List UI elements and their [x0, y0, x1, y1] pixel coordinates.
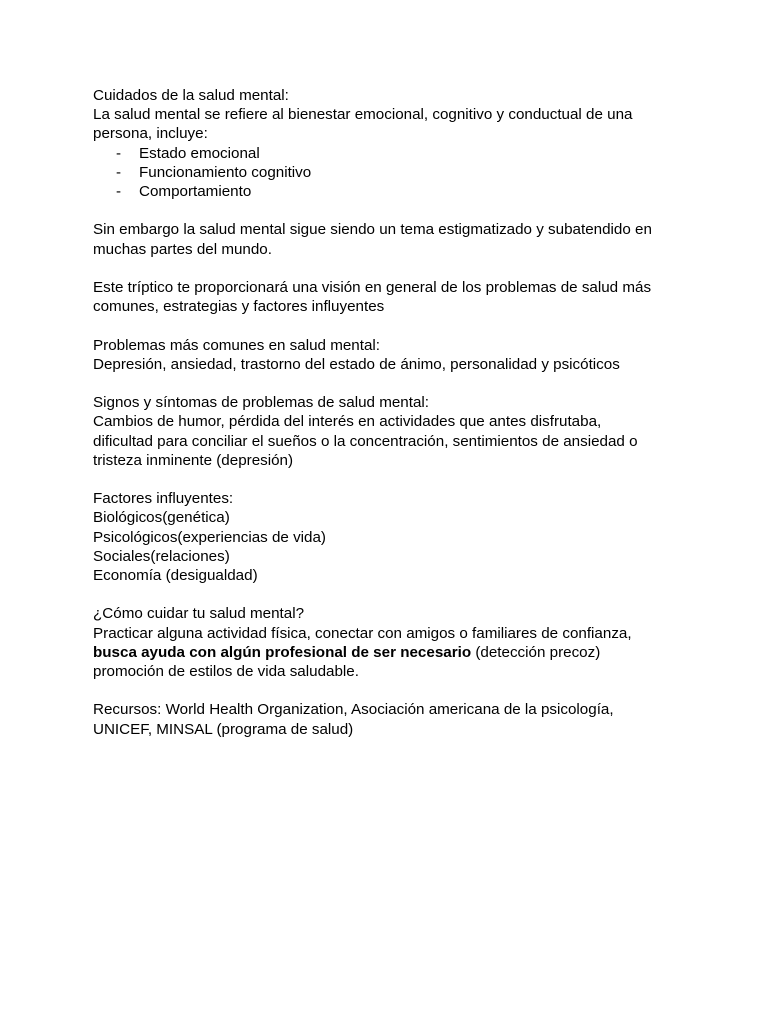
- stigma-paragraph: [93, 220, 693, 258]
- list-item-label: Comportamiento: [139, 183, 252, 201]
- intro-heading: Cuidados de la salud mental:: [93, 87, 289, 104]
- list-item-label: Funcionamiento cognitivo: [139, 163, 312, 181]
- care-bold-text: busca ayuda con algún profesional de ser necesario: [93, 643, 472, 661]
- care-line-2: [93, 643, 693, 662]
- factor-item: Economía (desigualdad): [93, 567, 258, 584]
- signs-line-2: dificultad para conciliar el sueños o la concentración, sentimientos de ansiedad o: [93, 432, 638, 450]
- care-heading: ¿Cómo cuidar tu salud mental?: [93, 605, 305, 623]
- factor-item: Sociales(relaciones): [93, 547, 230, 565]
- paragraph-gap: [93, 201, 693, 220]
- common-problems-heading: Problemas más comunes en salud mental:: [93, 336, 381, 354]
- dash-marker: -: [116, 163, 122, 181]
- factors-heading: Factores influyentes:: [93, 490, 234, 508]
- intro-section: [93, 86, 693, 201]
- purpose-paragraph: [93, 278, 693, 316]
- signs-line-1: Cambios de humor, pérdida del interés en actividades que antes disfrutaba,: [93, 413, 602, 431]
- paragraph-gap: [93, 470, 693, 489]
- stigma-line-1: Sin embargo la salud mental sigue siendo un tema estigmatizado y subatendido en: [93, 221, 652, 239]
- factors-section: [93, 489, 693, 585]
- care-line-2-rest: (detección precoz): [471, 643, 601, 661]
- paragraph-gap: [93, 316, 693, 335]
- factor-item: Psicológicos(experiencias de vida): [93, 528, 326, 546]
- resources-line-1: Recursos: World Health Organization, Asociación americana de la psicología,: [93, 701, 614, 719]
- intro-text-line-2: persona, incluye:: [93, 125, 208, 143]
- purpose-line-1: Este tríptico te proporcionará una visión en general de los problemas de salud más: [93, 279, 652, 296]
- stigma-line-2: muchas partes del mundo.: [93, 240, 272, 258]
- care-line-1: Practicar alguna actividad física, conectar con amigos o familiares de confianza,: [93, 624, 632, 642]
- dash-marker: -: [116, 144, 122, 162]
- care-line-3: promoción de estilos de vida saludable.: [93, 663, 359, 680]
- signs-line-3: tristeza inminente (depresión): [93, 451, 294, 469]
- care-section: [93, 604, 693, 681]
- common-problems-line-1: Depresión, ansiedad, trastorno del estado de ánimo, personalidad y psicóticos: [93, 355, 620, 373]
- list-item: [93, 163, 693, 182]
- common-problems-section: [93, 336, 693, 374]
- factor-item: Biológicos(genética): [93, 509, 230, 527]
- paragraph-gap: [93, 585, 693, 604]
- dash-marker: -: [116, 183, 122, 201]
- paragraph-gap: [93, 681, 693, 700]
- paragraph-gap: [93, 259, 693, 278]
- signs-section: [93, 393, 693, 470]
- purpose-line-2: comunes, estrategias y factores influyentes: [93, 298, 385, 316]
- list-item: [93, 182, 693, 201]
- list-item: [93, 144, 693, 163]
- signs-heading: Signos y síntomas de problemas de salud mental:: [93, 394, 429, 412]
- paragraph-gap: [93, 374, 693, 393]
- resources-line-2: UNICEF, MINSAL (programa de salud): [93, 720, 354, 738]
- intro-bullet-list: [93, 144, 693, 202]
- resources-section: [93, 700, 693, 738]
- list-item-label: Estado emocional: [139, 144, 260, 162]
- document-page: [93, 86, 693, 739]
- intro-text-line-1: La salud mental se refiere al bienestar emocional, cognitivo y conductual de una: [93, 106, 633, 124]
